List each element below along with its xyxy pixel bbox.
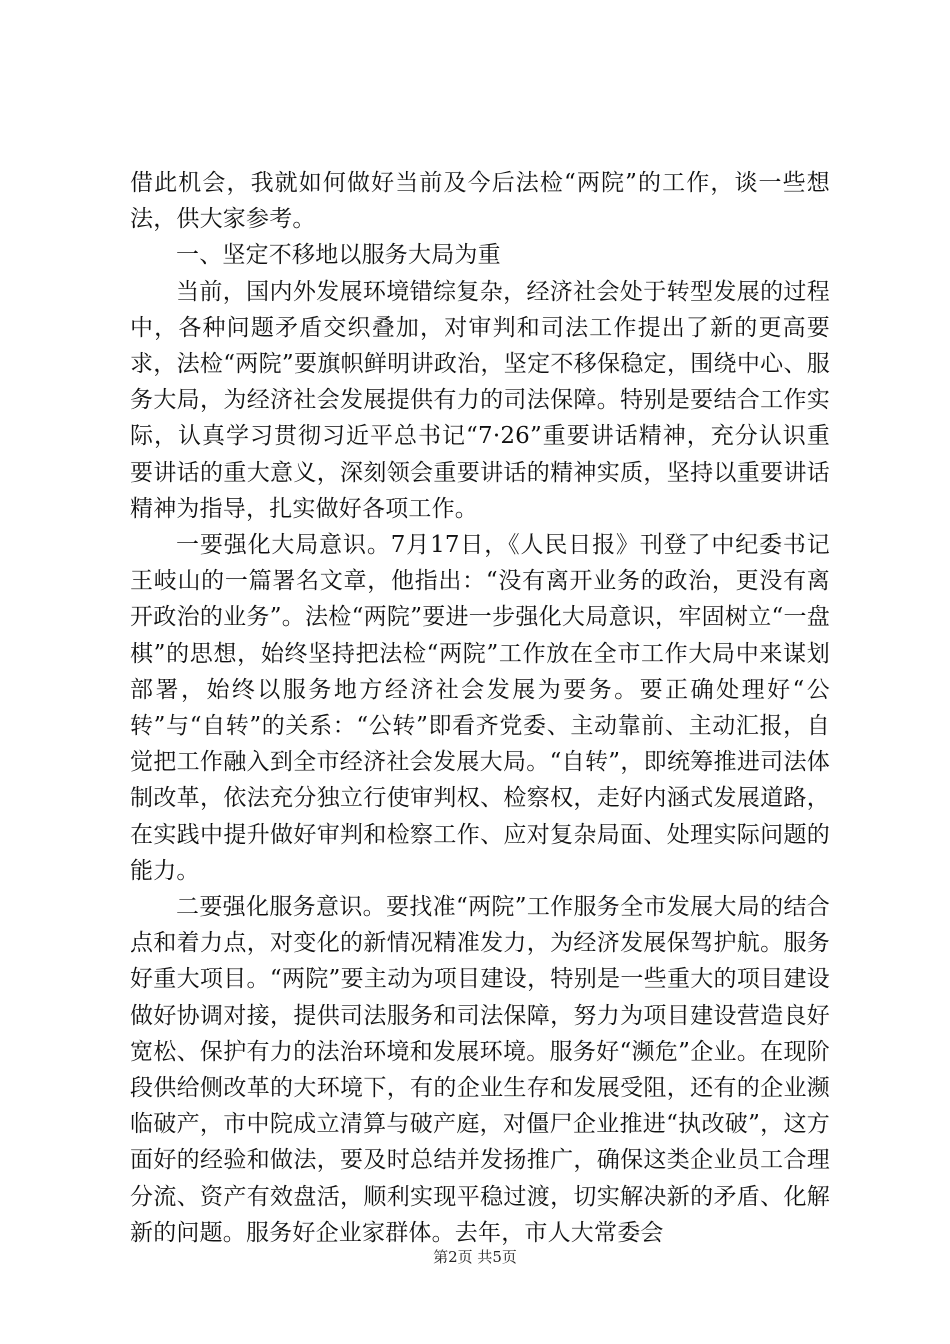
paragraph-current-situation: 当前，国内外发展环境错综复杂，经济社会处于转型发展的过程中，各种问题矛盾交织叠加，对审判和司法工作提出了新的更高要求，法检“两院”要旗帜鲜明讲政治，坚定不移保稳定，围绕中心、服务大局，为经济社会发展提供有力的司法保障。特别是要结合工作实际，认真学习贯彻习近平总书记“7·26”重要讲话精神，充分认识重要讲话的重大意义，深刻领会重要讲话的精神实质，坚持以重要讲话精神为指导，扎实做好各项工作。 (130, 278, 830, 522)
page-number-footer: 第2页 共5页 (433, 1248, 517, 1266)
section-heading: 一、坚定不移地以服务大局为重 (176, 242, 501, 269)
document-body (130, 165, 830, 1251)
paragraph-overall-awareness: 一要强化大局意识。7月17日，《人民日报》刊登了中纪委书记王岐山的一篇署名文章，他指出：“没有离开业务的政治，更没有离开政治的业务”。法检“两院”要进一步强化大局意识，牢固树立“一盘棋”的思想，始终坚持把法检“两院”工作放在全市工作大局中来谋划部署，始终以服务地方经济社会发展为要务。要正确处理好“公转”与“自转”的关系：“公转”即看齐党委、主动靠前、主动汇报，自觉把工作融入到全市经济社会发展大局。“自转”，即统筹推进司法体制改革，依法充分独立行使审判权、检察权，走好内涵式发展道路，在实践中提升做好审判和检察工作、应对复杂局面、处理实际问题的能力。 (130, 532, 830, 884)
paragraph-service-awareness: 二要强化服务意识。要找准“两院”工作服务全市发展大局的结合点和着力点，对变化的新情况精准发力，为经济发展保驾护航。服务好重大项目。“两院”要主动为项目建设，特别是一些重大的项目建设做好协调对接，提供司法服务和司法保障，努力为项目建设营造良好宽松、保护有力的法治环境和发展环境。服务好“濒危”企业。在现阶段供给侧改革的大环境下，有的企业生存和发展受阻，还有的企业濒临破产，市中院成立清算与破产庭，对僵尸企业推进“执改破”，这方面好的经验和做法，要及时总结并发扬推广，确保这类企业员工合理分流、资产有效盘活，顺利实现平稳过渡，切实解决新的矛盾、化解新的问题。服务好企业家群体。去年，市人大常委会 (130, 894, 830, 1246)
paragraph-continuation: 借此机会，我就如何做好当前及今后法检“两院”的工作，谈一些想法，供大家参考。 (130, 170, 830, 233)
